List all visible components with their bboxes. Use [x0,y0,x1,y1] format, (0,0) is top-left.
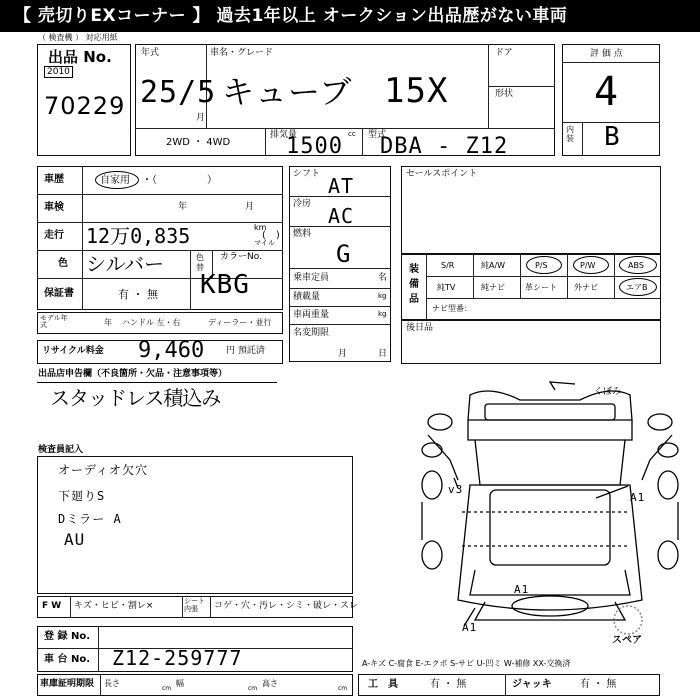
fw-items: キズ・ヒビ・割レ× [74,601,154,611]
cert-label: 車庫証明期限 [40,679,95,689]
displacement-value: 1500 [286,134,343,159]
history-label: 車歴 [44,174,64,185]
model-type-label: 型式 [368,130,387,140]
mileage-mile: マイル [254,239,275,247]
fuel-value: G [336,240,352,268]
navi-model-label: ナビ型番： [432,304,472,313]
fw-label: F W [42,601,62,611]
declaration-value: スタッドレス積込み [50,386,221,410]
banner-title: 【 売切りEXコーナー 】 過去1年以上 オークション出品歴がない車両 [0,0,700,32]
inspector-label: 検査員記入 [38,445,84,455]
jack-value: 有 ・ 無 [580,679,617,690]
fuel-label: 燃料 [293,229,312,239]
equip-ps: P/S [535,261,548,270]
shaken-year: 年 [178,202,188,212]
mileage-km: km [254,223,267,232]
equip-aw: 純A/W [481,261,506,270]
tools-label: 工 具 [368,679,398,690]
color-label: 色 [58,258,68,269]
chassis-value: Z12-259777 [112,646,243,670]
inspector-note-4: AU [64,530,86,549]
lot-year-stamp: 2010 [44,66,73,78]
mark-v3: v3 [448,483,464,496]
interior-label: 内装 [566,125,574,143]
jack-label: ジャッキ [512,679,552,690]
tools-value: 有 ・ 無 [430,679,467,690]
load-unit: kg [378,292,387,300]
equip-leather: 革シート [525,283,557,292]
equip-tv: 純TV [437,283,456,292]
warranty-label: 保証書 [44,288,74,299]
equip-pw: P/W [580,261,596,270]
plate-change-day: 日 [378,349,388,359]
shape-label: 形状 [495,89,514,99]
form-note: （ 検査機 ） 対応用紙 [38,33,118,42]
warranty-value: 有 ・ 無 [118,288,158,301]
recycle-label: リサイクル料金 [42,346,104,356]
spare-label: スペア [612,635,642,646]
score-label: 評 価 点 [590,49,623,59]
lot-number: 70229 [44,92,126,120]
cert-height: 高さ [262,679,278,688]
displacement-unit: cc [348,130,356,138]
fw-items2: コゲ・穴・汚レ・シミ・破レ・スレ [214,601,359,611]
mark-a1-bottom: A1 [514,583,530,596]
model-type-value: DBA - Z12 [380,134,509,159]
equip-ext-navi: 外ナビ [574,283,598,292]
displacement-label: 排気量 [270,130,298,140]
shaken-label: 車検 [44,202,64,213]
mark-a1-right: A1 [630,491,646,504]
registration-label: 登 録 No. [44,631,91,642]
cert-length: 長さ [104,679,120,688]
grade-value: 15X [384,71,449,111]
score-value: 4 [594,69,620,115]
cert-unit-2: cm [248,685,258,692]
shift-value: AT [328,174,355,198]
cert-unit-3: cm [338,685,348,692]
door-label: ドア [495,48,513,58]
history-rest: ・（ ） [142,175,217,186]
lot-label: 出品 No. [48,48,112,66]
capacity-label: 乗車定員 [293,273,330,283]
later-items-label: 後日品 [406,323,434,333]
plate-change-label: 名変期限 [293,328,330,338]
history-value: 自家用 [100,175,130,186]
inspector-note-2: 下廻りS [58,489,106,503]
dealer-label: ディーラー・並行 [208,318,272,327]
capacity-unit: 名 [378,273,388,283]
declaration-label: 出品店申告欄（不良箇所・欠品・注意事項等） [38,369,228,379]
color-change-label: 色替 [196,253,204,272]
color-code-label: カラーNo. [220,252,262,262]
car-name-label: 車名・グレード [210,48,274,58]
drive-label: 2WD ・ 4WD [166,137,231,148]
ac-value: AC [328,204,355,228]
weight-unit: kg [378,310,387,318]
inspector-note-3: Dミラー A [58,512,122,526]
cert-unit-1: cm [162,685,172,692]
damage-legend: A-キズ C-腐食 E-エクボ S-サビ U-凹ミ W-補修 XX-交換済 [362,659,571,668]
equip-sr: S/R [441,261,455,270]
year-value: 25/5 [140,75,217,110]
shaken-month: 月 [245,202,255,212]
plate-change-month: 月 [338,349,348,359]
mark-a1-lower: A1 [462,621,478,634]
sales-point-box [401,166,661,254]
mileage-label: 走行 [44,230,64,241]
model-year-label: モデル年式 [40,314,68,329]
shift-label: シフト [293,169,321,179]
fw-sheet: シート内張 [184,597,205,613]
recycle-unit: 円 預託済 [226,346,265,356]
equip-airbag: エアB [626,283,648,292]
load-label: 積載量 [293,292,321,302]
recycle-value: 9,460 [138,338,205,363]
mark-kuboni: くぼみ [594,387,622,397]
ac-label: 冷房 [293,199,312,209]
color-value: シルバー [86,252,165,276]
model-year-unit: 年 [104,318,112,327]
later-items-box [401,320,661,364]
handle-label: ハンドル 左・右 [122,318,181,327]
sales-point-label: セールスポイント [406,169,478,179]
color-code-value: KBG [200,270,250,300]
equip-navi: 純ナビ [481,283,505,292]
mileage-value: 12万0,835 [86,224,191,248]
chassis-label: 車 台 No. [44,654,91,665]
interior-value: B [604,122,621,152]
equipment-label: 装備品 [409,264,419,305]
cert-width: 幅 [176,679,184,688]
weight-label: 車両重量 [293,310,330,320]
equip-abs: ABS [628,261,644,270]
car-name-value: キューブ [222,73,353,111]
mileage-paren: ( ) [262,230,280,241]
month-label: 月 [196,113,206,123]
car-body-diagram [400,380,700,640]
year-label: 年式 [141,48,160,58]
inspector-note-1: オーディオ欠穴 [58,463,149,477]
